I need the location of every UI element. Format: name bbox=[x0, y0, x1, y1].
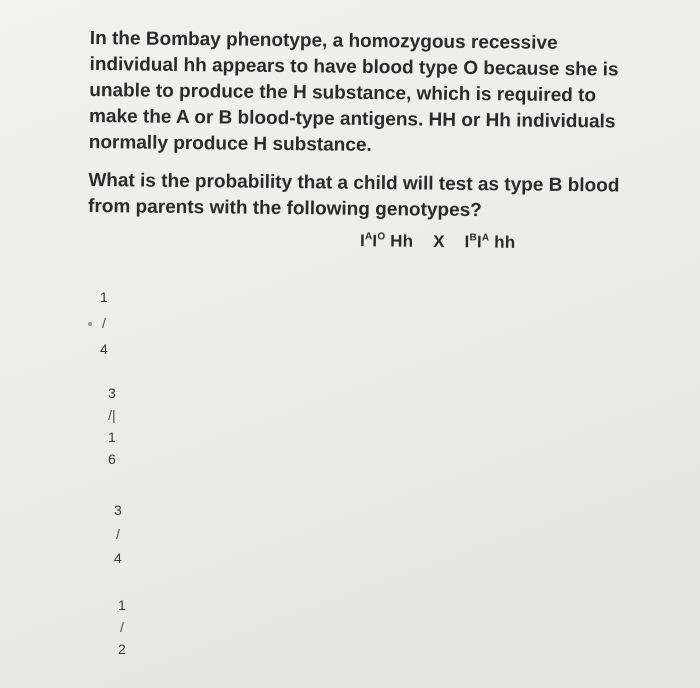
parent1-allele1-sup: A bbox=[364, 231, 373, 243]
option-denominator: 6 bbox=[108, 451, 116, 467]
answer-option-3[interactable] bbox=[114, 498, 122, 570]
question-paragraph-prompt: What is the probability that a child will test as type B blood from parents with the following genotypes? bbox=[87, 169, 620, 222]
question-paragraph-intro: In the Bombay phenotype, a homozygous recessive individual hh appears to have blood type O because she is unable to produce the H substance, which is required to make the A or B blood-type antigens. HH or Hh individuals normally produce H substance. bbox=[88, 27, 619, 156]
answer-option-1[interactable] bbox=[100, 284, 108, 362]
parent1-allele2-sup: O bbox=[377, 231, 386, 243]
parent-genotypes bbox=[360, 231, 516, 253]
option-numerator: 1 bbox=[100, 289, 108, 305]
parent1-allele2: I bbox=[372, 231, 378, 251]
option-denominator: 4 bbox=[114, 550, 122, 566]
parent2-allele2-sup: A bbox=[481, 232, 490, 244]
parent1-h-genotype: Hh bbox=[390, 231, 414, 251]
answer-option-4[interactable] bbox=[118, 594, 126, 660]
option-denominator: 4 bbox=[100, 341, 108, 357]
parent2-allele1: I bbox=[464, 232, 470, 252]
parent1-allele1: I bbox=[359, 231, 366, 251]
option-fraction-slash: / bbox=[119, 619, 124, 635]
option-denominator: 2 bbox=[118, 641, 126, 657]
cross-symbol: X bbox=[433, 231, 445, 252]
option-middle-digit: 1 bbox=[108, 429, 116, 445]
parent2-allele2: I bbox=[476, 232, 482, 252]
parent2-h-genotype: hh bbox=[494, 232, 516, 252]
option-numerator: 3 bbox=[108, 385, 116, 401]
question-text bbox=[88, 26, 650, 226]
option-numerator: 3 bbox=[114, 502, 122, 518]
option-fraction-slash: /| bbox=[108, 407, 116, 423]
option-radio-dot[interactable] bbox=[88, 322, 92, 326]
parent2-allele1-sup: B bbox=[469, 232, 478, 244]
option-numerator: 1 bbox=[118, 597, 126, 613]
option-fraction-slash: / bbox=[101, 315, 106, 331]
option-fraction-slash: / bbox=[115, 526, 120, 542]
answer-option-2[interactable] bbox=[108, 382, 116, 470]
